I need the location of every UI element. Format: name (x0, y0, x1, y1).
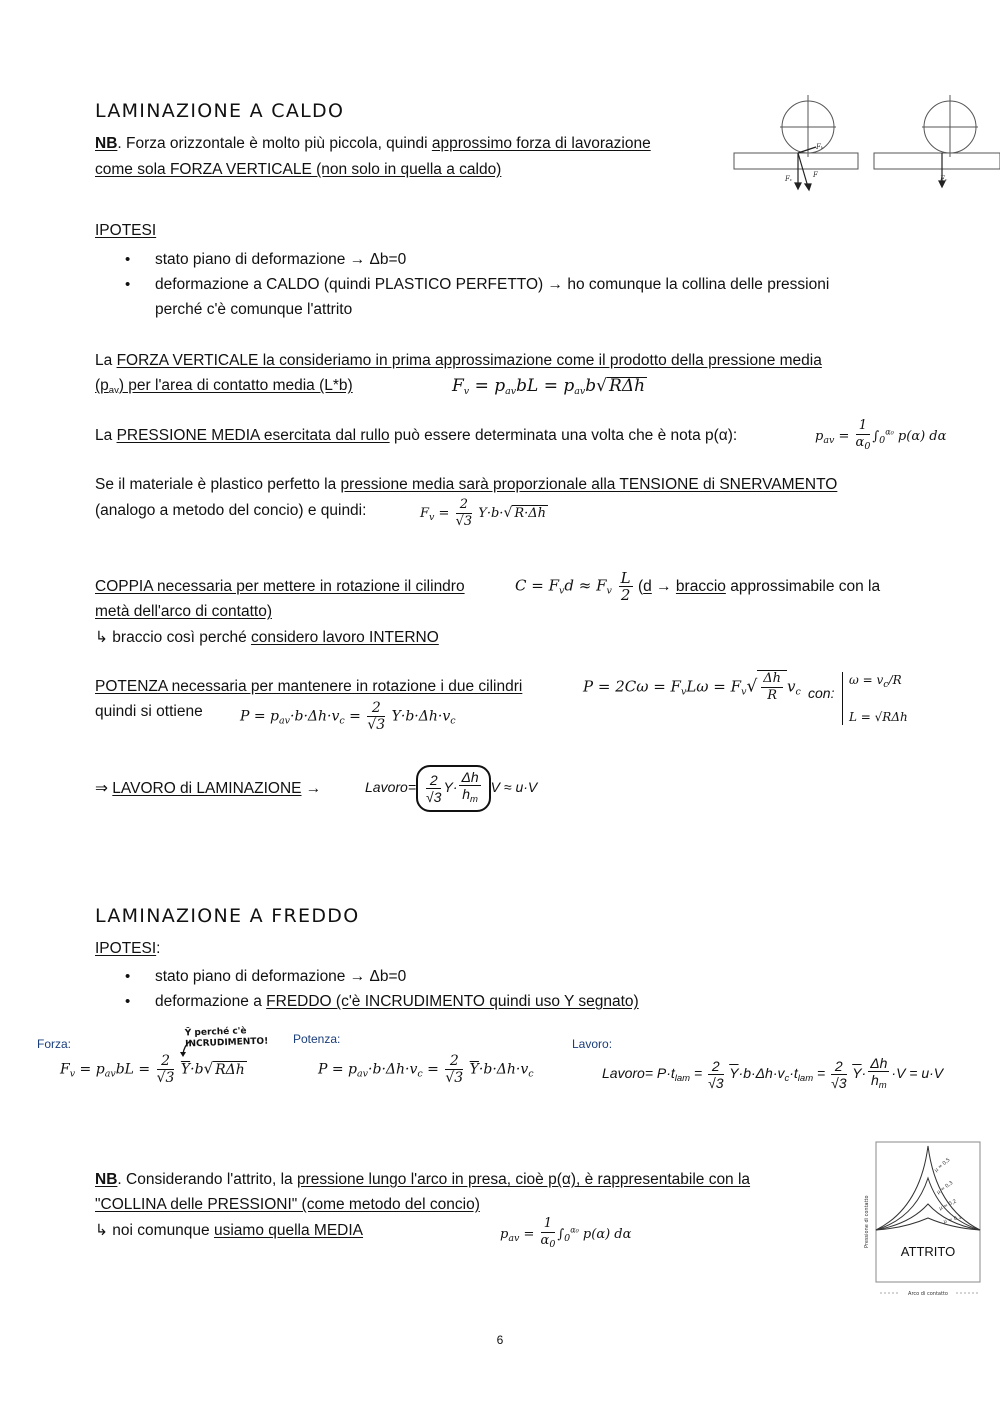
attrito-label: ATTRITO (900, 1244, 956, 1259)
ipotesi-list-caldo (95, 247, 915, 322)
page-number: 6 (496, 1333, 504, 1347)
curve-mu-02 (876, 1204, 980, 1230)
forza-verticale-line-1: La FORZA VERTICALE la consideriamo in prima approssimazione come il prodotto della pressione media (95, 352, 822, 369)
formula-lavoro-caldo: Lavoro= $\frac{2}{√3}$ Y· $\frac{\Delta h}{h_m}$ V ≈ u·V (365, 765, 537, 812)
potenza-line-1: POTENZA necessaria per mantenere in rotazione i due cilindri (95, 678, 523, 695)
list-item: • stato piano di deformazione → Δb=0 (95, 247, 915, 272)
list-item: • deformazione a CALDO (quindi PLASTICO PERFETTO) → ho comunque la collina delle pressioni perché c'è comunque l'attrito (95, 272, 915, 322)
nb-freddo-line-1: NB. Considerando l'attrito, la pressione lungo l'arco in presa, cioè p(α), è rappresentabile con la (95, 1171, 751, 1188)
nb-line-2: come sola FORZA VERTICALE (non solo in quella a caldo) (95, 161, 502, 178)
attrito-ylabel: Pressione di contatto (864, 1195, 870, 1248)
list-item: • stato piano di deformazione → Δb=0 (95, 964, 915, 989)
formula-forza-snervamento: $F_v$ = $\frac{2}{√3}$ Y·b·√ R·Δh (420, 497, 547, 529)
con-label: con: (808, 685, 835, 701)
formula-con-system: $\omega = v_c/R$ L = √RΔh (842, 672, 908, 725)
mu-label: μ = 0,5 (933, 1157, 952, 1174)
attrito-xlabel: Arco di contatto (908, 1291, 948, 1297)
mu-label: μ = 0,3 (935, 1180, 955, 1196)
coppia-line-3: ↳ braccio così perché considero lavoro INTERNO (95, 629, 439, 646)
roll-force-diagram (728, 95, 1000, 195)
ipotesi-title-caldo: IPOTESI (95, 222, 157, 239)
mu-label: μ = 0,2 (938, 1198, 958, 1212)
coppia-line-2: metà dell'arco di contatto) (95, 603, 272, 620)
nb-label: NB (95, 135, 118, 152)
formula-potenza-freddo: $P = p_{av}\cdot b\cdot\Delta h\cdot v_c$ = $\frac{2}{√3}$ $\overline{Y}\cdot b\cdot\Delta h\cdot v_c$ (318, 1053, 534, 1086)
plastico-line-1: Se il materiale è plastico perfetto la pressione media sarà proporzionale alla TENSIONE di SNERVAMENTO (95, 476, 838, 493)
formula-pressione-media-freddo: $p_{av}$ = $\frac{1}{\alpha_0}$ $\int_0^{\alpha_0}$ p(α) dα (500, 1216, 632, 1250)
nb-line-1 (95, 135, 651, 153)
svg-text:F: F (813, 171, 818, 179)
lavoro-label: Lavoro: (572, 1037, 613, 1051)
handwritten-note: Ȳ perché c'è INCRUDIMENTO! (184, 1026, 269, 1050)
formula-forza-freddo: $F_v = p_{av}bL$ = $\frac{2}{√3}$ $\overline{Y}\cdot b√$ RΔh (60, 1053, 245, 1086)
ipotesi-title-freddo: IPOTESI: (95, 940, 161, 957)
forza-label: Forza: (37, 1037, 72, 1051)
friction-hill-plot (860, 1138, 985, 1298)
pressione-media-line: La PRESSIONE MEDIA esercitata dal rullo può essere determinata una volta che è nota p(α): (95, 427, 738, 444)
potenza-label: Potenza: (293, 1032, 341, 1046)
svg-text:Fᵥ: Fᵥ (785, 175, 793, 183)
formula-lavoro-freddo: Lavoro= $P\cdot t_{lam}$ = $\frac{2}{√3}$ $\overline{Y}\cdot b\cdot\Delta h\cdot v_c\cdot t_{lam}$ = $\frac{2}{√3}$ $\overline{Y}\cdot$ $\frac{\Delta h}{h_m}$ ·V = u·V (602, 1055, 944, 1091)
formula-forza-verticale: $F_v = p_{av}bL = p_{av}b√$ RΔh (452, 376, 646, 397)
coppia-line-1: COPPIA necessaria per mettere in rotazione il cilindro (95, 578, 465, 595)
mu-label: μ = 0,1 (942, 1214, 963, 1225)
svg-text:Fₕ: Fₕ (816, 143, 824, 151)
ipotesi-list-freddo (95, 964, 915, 1014)
formula-coppia: $C = F_vd \approx F_v$ $\frac{L}{2}$ (515, 569, 631, 604)
nb-text-underlined: approssimo forza di lavorazione (431, 135, 651, 152)
formula-potenza: $P = 2C\omega = F_vL\omega = F_v√$ $\frac{\Delta h}{R}$ $v_c$ (583, 671, 801, 703)
strip-1 (734, 153, 858, 169)
potenza-line-2: quindi si ottiene (95, 703, 203, 720)
formula-pressione-media: $p_{av}$ = $\frac{1}{\alpha_0}$ $\int_0^{\alpha_0}$ p(α) dα (815, 418, 947, 452)
list-item: • deformazione a FREDDO (c'è INCRUDIMENTO quindi uso Y segnato) (95, 989, 915, 1014)
nb-freddo-line-3: ↳ noi comunque usiamo quella MEDIA (95, 1222, 364, 1239)
curve-mu-05 (876, 1146, 980, 1230)
nb-freddo-line-2: "COLLINA delle PRESSIONI" (come metodo del concio) (95, 1196, 480, 1213)
svg-text:Fᵥ: Fᵥ (940, 175, 948, 183)
section-title-caldo: LAMINAZIONE A CALDO (95, 100, 345, 122)
collina-pressioni-diagram (860, 1138, 985, 1298)
lavoro-line: ⇒ LAVORO di LAMINAZIONE → (95, 780, 322, 797)
forza-verticale-line-2: $(p_{av})$ per l'area di contatto media (L*b) (95, 377, 353, 396)
coppia-right-text: (d → braccio approssimabile con la (638, 578, 881, 595)
nb-text: . Forza orizzontale è molto più piccola, quindi (117, 135, 432, 152)
section-title-freddo: LAMINAZIONE A FREDDO (95, 905, 360, 927)
strip-2 (874, 153, 1000, 169)
formula-potenza-finale: $P = p_{av}\cdot b\cdot\Delta h\cdot v_c$ = $\frac{2}{√3}$ $Y\cdot b\cdot\Delta h\cdot v_c$ (240, 700, 456, 733)
plastico-line-2: (analogo a metodo del concio) e quindi: (95, 502, 367, 519)
